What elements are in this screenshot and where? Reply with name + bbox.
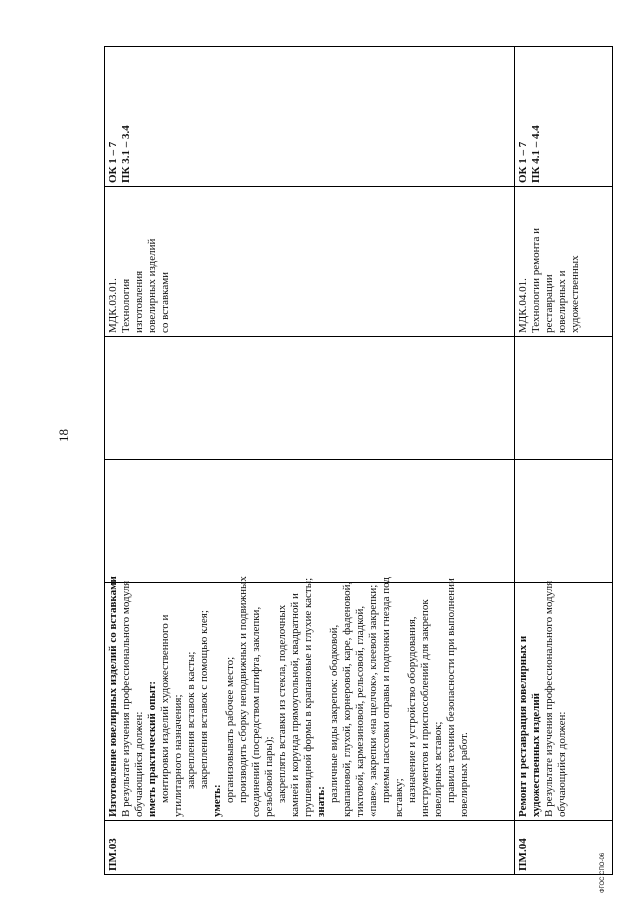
mdk-line: ювелирных и <box>556 270 568 333</box>
content-line: камней и корунда прямоугольной, квадратной и <box>289 593 301 817</box>
competency-line: ОК 1 – 7 <box>107 141 119 183</box>
mdk-line: ювелирных изделий <box>146 238 158 333</box>
module-content-pm04 <box>515 580 613 821</box>
content-line: вставку; <box>393 778 405 817</box>
content-line: назначение и устройство оборудования, <box>406 616 418 803</box>
mdk-cell-pm03 <box>105 187 515 337</box>
content-line: «паве», закрепки «на щелчок», клеевой закрепки; <box>367 584 379 817</box>
mdk-line: художественных <box>569 255 581 333</box>
content-heading: уметь: <box>211 784 223 817</box>
content-line: различные виды закрепок: ободковой, <box>328 624 340 803</box>
content-line: ювелирных вставок; <box>432 721 444 817</box>
content-line: соединений (посредством штифта, заклепки, <box>250 606 262 817</box>
empty-cell-hours <box>105 460 515 583</box>
mdk-cell-pm04 <box>515 187 613 337</box>
mdk-line: со вставками <box>159 271 171 333</box>
module-code-pm04: ПМ.04 <box>515 821 613 875</box>
curriculum-table <box>104 46 613 875</box>
module-title-pm04: Ремонт и реставрация ювелирных и <box>517 635 529 817</box>
empty-cell-hours-2 <box>105 337 515 460</box>
content-heading: художественных изделий <box>530 692 542 817</box>
content-line: закрепления вставок с помощью клея; <box>198 610 210 789</box>
content-line: закрепления вставок в касты; <box>185 651 197 789</box>
content-line: приемы пассовки оправы и подгонки гнезда под <box>380 577 392 803</box>
content-line: обучающийся должен: <box>133 711 145 817</box>
content-heading: иметь практический опыт: <box>146 680 158 817</box>
competency-line: ПК 4.1 – 4.4 <box>530 125 542 183</box>
mdk-line: изготовления <box>133 270 145 333</box>
content-line: инструментов и приспособлений для закрепок <box>419 599 431 817</box>
content-heading: знать: <box>315 786 327 817</box>
module-content-pm03 <box>105 576 515 821</box>
mdk-line: Технология <box>120 278 132 333</box>
content-line: обучающийся должен: <box>556 711 568 817</box>
content-line: монтировки изделий художественного и <box>159 614 171 803</box>
module-code-pm03: ПМ.03 <box>105 821 515 875</box>
mdk-line: реставрации <box>543 274 555 333</box>
mdk-line: Технологии ремонта и <box>530 228 542 333</box>
content-line: В результате изучения профессионального модуля <box>543 580 555 817</box>
competency-line: ОК 1 – 7 <box>517 141 529 183</box>
content-line: утилитарного назначения; <box>172 694 184 817</box>
table-row-pm03 <box>105 47 515 875</box>
competencies-cell-pm03 <box>105 47 515 187</box>
mdk-line: МДК.03.01. <box>107 278 119 333</box>
page-number: 18 <box>56 429 71 442</box>
content-line: ювелирных работ. <box>458 732 470 817</box>
content-line: правила техники безопасности при выполнении <box>445 578 457 803</box>
empty-cell-hours-2 <box>515 337 613 460</box>
content-line: тиктовой, кармезиновой, рельсовой, гладкой, <box>354 605 366 817</box>
content-line: резьбовой пары); <box>263 736 275 817</box>
mdk-line: МДК.04.01. <box>517 278 529 333</box>
table-row-pm04 <box>515 47 613 875</box>
content-line: В результате изучения профессионального модуля <box>120 580 132 817</box>
module-title-pm03: Изготовление ювелирных изделий со вставками <box>107 576 119 817</box>
competencies-cell-pm04 <box>515 47 613 187</box>
content-line: закреплять вставки из стекла, поделочных <box>276 604 288 803</box>
competency-line: ПК 3.1 – 3.4 <box>120 125 132 183</box>
empty-cell-hours <box>515 460 613 583</box>
content-line: организовывать рабочее место; <box>224 656 236 803</box>
footer-code: ФГОС СПО-06 <box>600 852 606 893</box>
content-line: грушевидной формы в крапановые и глухие касты; <box>302 577 314 817</box>
content-line: крапановой, глухой, корнеровой, каре, фаденовой, <box>341 581 353 817</box>
content-line: производить сборку неподвижных и подвижных <box>237 576 249 803</box>
